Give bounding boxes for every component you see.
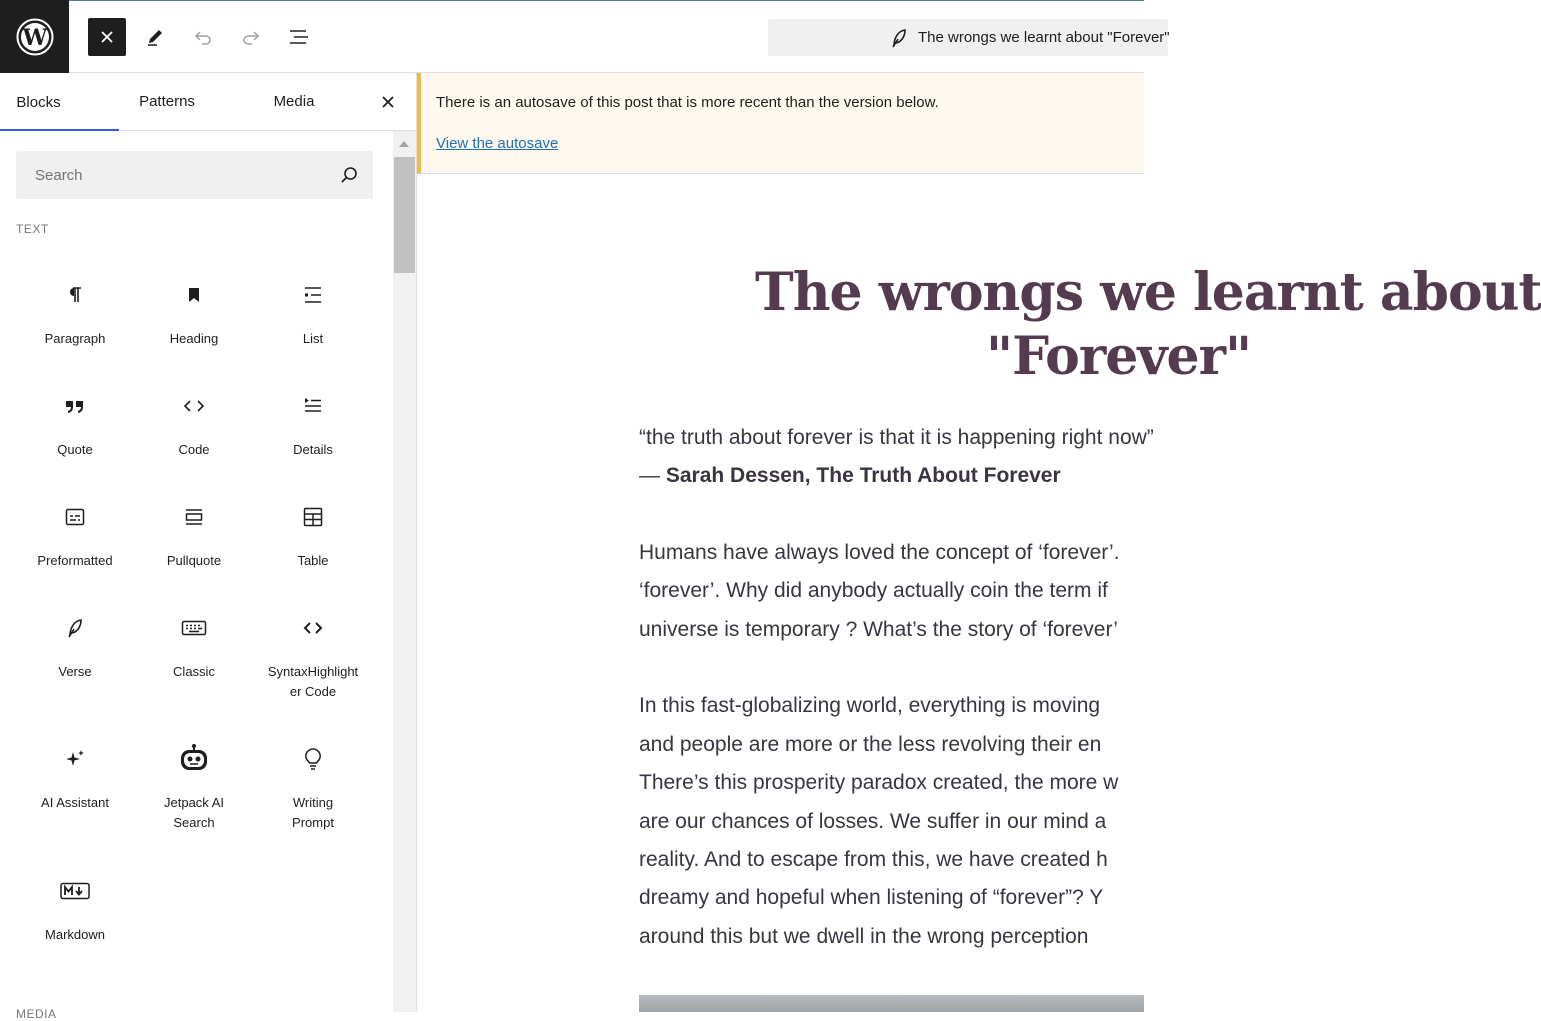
block-inserter-panel	[0, 73, 417, 1021]
paragraph-1-line-3[interactable]: universe is temporary ? What’s the story of ‘forever’	[639, 618, 1118, 641]
code-icon	[182, 394, 206, 418]
verse-icon	[63, 616, 87, 640]
robot-icon	[178, 743, 210, 775]
undo-button[interactable]	[184, 18, 222, 56]
feather-icon	[890, 28, 908, 48]
search-input[interactable]	[16, 151, 335, 199]
editor-toolbar	[0, 0, 1170, 73]
block-label: Classic	[173, 664, 215, 679]
block-label: Paragraph	[44, 331, 106, 346]
details-icon	[301, 394, 325, 418]
scroll-up-arrow-icon[interactable]	[399, 141, 409, 147]
block-writing-prompt[interactable]	[254, 735, 372, 835]
block-label: Details	[293, 442, 333, 457]
block-label: Preformatted	[37, 553, 113, 568]
code-brackets-icon	[301, 616, 325, 640]
svg-text:W: W	[22, 24, 47, 51]
close-icon	[381, 95, 395, 109]
block-label: Quote	[57, 442, 93, 457]
pencil-icon	[144, 26, 166, 48]
block-label: Markdown	[45, 927, 105, 942]
block-jetpack-ai-search[interactable]	[135, 735, 253, 835]
heading-icon	[182, 283, 206, 307]
list-view-icon	[287, 25, 311, 49]
block-pullquote[interactable]	[135, 493, 253, 593]
scrollbar-thumb[interactable]	[394, 157, 415, 273]
category-heading-media: MEDIA	[16, 1007, 57, 1021]
block-label: Verse	[58, 664, 92, 679]
markdown-icon	[60, 879, 90, 903]
block-syntaxhighlighter[interactable]	[254, 604, 372, 704]
post-title-line-2: "Forever"	[986, 326, 1252, 387]
block-heading[interactable]	[135, 271, 253, 371]
quote-attribution[interactable]: — Sarah Dessen, The Truth About Forever	[639, 464, 1061, 487]
document-title: The wrongs we learnt about "Forever"	[918, 29, 1170, 46]
close-inserter-button[interactable]	[88, 18, 126, 56]
paragraph-2-line-6[interactable]: dreamy and hopeful when listening of “forever”? Y	[639, 886, 1104, 909]
table-icon	[301, 505, 325, 529]
toolbar-top-border	[0, 0, 1144, 1]
paragraph-1-line-2[interactable]: ‘forever’. Why did anybody actually coin the term if	[639, 579, 1108, 602]
block-label: Table	[297, 553, 329, 568]
paragraph-2-line-5[interactable]: reality. And to escape from this, we have created h	[639, 848, 1108, 871]
paragraph-2-line-3[interactable]: There’s this prosperity paradox created, the more w	[639, 771, 1119, 794]
redo-button[interactable]	[232, 18, 270, 56]
tools-button[interactable]	[136, 18, 174, 56]
wordpress-logo-button[interactable]	[0, 0, 69, 73]
tab-blocks[interactable]: Blocks	[0, 73, 119, 131]
block-details[interactable]	[254, 382, 372, 482]
pullquote-icon	[182, 505, 206, 529]
block-label: AI Assistant	[41, 795, 109, 810]
block-code[interactable]	[135, 382, 253, 482]
close-panel-button[interactable]	[376, 90, 400, 114]
post-title[interactable]	[755, 261, 1541, 389]
block-preformatted[interactable]	[16, 493, 134, 593]
undo-icon	[192, 26, 214, 48]
quote-line[interactable]: “the truth about forever is that it is happening right now”	[639, 426, 1154, 449]
block-label: Writing Prompt	[292, 795, 334, 830]
block-classic[interactable]	[135, 604, 253, 704]
block-markdown[interactable]	[16, 867, 134, 967]
block-quote[interactable]	[16, 382, 134, 482]
view-autosave-link[interactable]: View the autosave	[436, 135, 559, 152]
tab-patterns[interactable]: Patterns	[139, 93, 195, 110]
quote-icon	[63, 394, 87, 418]
block-table[interactable]	[254, 493, 372, 593]
preformatted-icon	[63, 505, 87, 529]
list-icon	[301, 283, 325, 307]
notice-message: There is an autosave of this post that is more recent than the version below.	[436, 94, 939, 111]
paragraph-2-line-4[interactable]: are our chances of losses. We suffer in our mind a	[639, 810, 1107, 833]
wordpress-icon	[16, 18, 54, 56]
quote-author: Sarah Dessen, The Truth About Forever	[665, 464, 1061, 487]
paragraph-1-line-1[interactable]: Humans have always loved the concept of ‘forever’.	[639, 541, 1120, 564]
block-list[interactable]	[254, 271, 372, 371]
block-label: SyntaxHighlighter Code	[267, 664, 359, 699]
paragraph-2-line-7[interactable]: around this but we dwell in the wrong perception	[639, 925, 1089, 948]
lightbulb-icon	[301, 747, 325, 771]
block-label: Jetpack AI Search	[164, 795, 224, 830]
sparkles-icon	[63, 747, 87, 771]
panel-scrollbar[interactable]	[393, 131, 416, 1012]
block-verse[interactable]	[16, 604, 134, 704]
close-icon	[100, 30, 114, 44]
autosave-notice	[417, 73, 1144, 174]
paragraph-2-line-1[interactable]: In this fast-globalizing world, everything is moving	[639, 694, 1101, 717]
paragraph-2-line-2[interactable]: and people are more or the less revolving their en	[639, 733, 1102, 756]
search-icon[interactable]	[339, 165, 359, 185]
document-title-bar[interactable]	[768, 19, 1168, 56]
block-ai-assistant[interactable]	[16, 735, 134, 835]
category-heading-text: TEXT	[16, 222, 49, 236]
keyboard-icon	[182, 616, 206, 640]
block-search	[16, 151, 373, 199]
block-paragraph[interactable]	[16, 271, 134, 371]
post-title-line-1: The wrongs we learnt about	[755, 262, 1541, 323]
inserter-tabs	[0, 73, 416, 131]
document-overview-button[interactable]	[280, 18, 318, 56]
tab-media[interactable]: Media	[273, 93, 315, 110]
post-image[interactable]	[639, 995, 1144, 1012]
block-label: Heading	[169, 331, 219, 346]
block-label: List	[302, 331, 324, 346]
redo-icon	[240, 26, 262, 48]
editor-canvas	[417, 73, 1541, 1012]
paragraph-icon	[63, 283, 87, 307]
block-label: Pullquote	[166, 553, 222, 568]
block-label: Code	[178, 442, 210, 457]
